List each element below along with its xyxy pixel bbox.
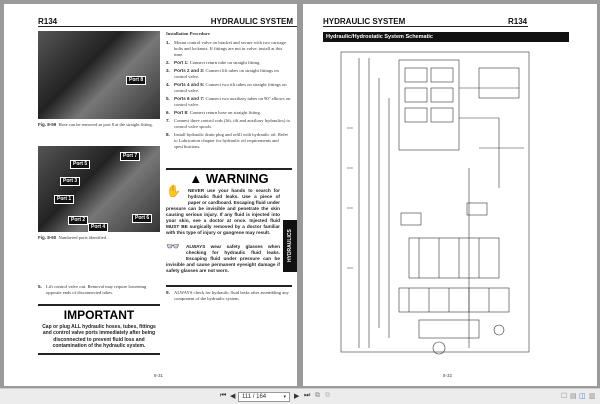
copy-icon[interactable]: ⧉ (315, 392, 320, 399)
two-page-view-icon[interactable]: ◫ (579, 393, 586, 400)
step-text (174, 68, 292, 80)
step-number: 2. (166, 60, 170, 65)
important-rule-top (38, 304, 160, 306)
warning-rule-bottom (166, 285, 292, 287)
fig-label: Fig. 8-59 (38, 122, 57, 127)
single-page-view-icon[interactable]: ☐ (561, 393, 568, 400)
step-9 (166, 290, 292, 304)
important-title: IMPORTANT (63, 308, 135, 322)
step-number: 9. (166, 290, 170, 295)
continuous-view-icon[interactable]: ▤ (570, 393, 577, 400)
step-text (174, 82, 292, 94)
paste-icon[interactable]: ⧉ (325, 392, 330, 399)
step-number: 3. (166, 68, 170, 73)
fig1-photo (38, 31, 160, 119)
two-page-continuous-view-icon[interactable]: ▥ (589, 393, 596, 400)
fig2-photo (38, 146, 160, 232)
next-page-button[interactable]: ▶ (294, 393, 300, 400)
procedure-step (166, 82, 292, 94)
step-text (174, 132, 292, 150)
photo-tag: Port 5 (70, 160, 90, 169)
page-number-input[interactable] (238, 392, 290, 402)
procedure-step (166, 60, 292, 66)
header-section: HYDRAULIC SYSTEM (210, 17, 293, 26)
dropdown-arrow-icon[interactable]: ▾ (283, 394, 286, 400)
hand-injury-icon: ✋ (166, 184, 181, 198)
step-body: Connect return hose on straight fitting. (188, 110, 261, 115)
step-bold: Ports 4 and 5: (174, 82, 205, 87)
step-bold: Ports 2 and 3: (174, 68, 205, 73)
first-page-button[interactable]: ⏮ (220, 392, 227, 399)
step-text: Lift control valve out. Removal may require loosening opposite ends of disconnected tubes. (46, 284, 147, 295)
fig-caption-text: Hose can be removed as port 8 at the straight fitting. (58, 122, 153, 127)
step-text (174, 60, 292, 66)
warning-text: NEVER use your hands to search for hydraulic fluid leaks. Use a piece of paper or cardboard. Escaping fluid under pressure can be invisible and penetrate the skin causing serious injury. If any fluid is injected into your skin, see a doctor at once. Injected fluid MUST BE surgically removed by a doctor familiar with this type of injury or gangrene may result. (166, 188, 280, 235)
step-number: 5. (166, 96, 170, 101)
step-bold: Port 8: (174, 110, 189, 115)
fig2-caption (38, 235, 160, 240)
step-number: 4. (166, 82, 170, 87)
step-bold: Port 1: (174, 60, 189, 65)
photo-tag: Port 4 (88, 223, 108, 232)
step-text (174, 118, 292, 130)
step-body: Connect three control rods (lift, tilt and auxiliary hydraulics) to control valve spools. (174, 118, 291, 129)
procedure-title: Installation Procedure (166, 31, 210, 36)
procedure-step (166, 68, 292, 80)
warning-triangle-icon: ▲ (189, 171, 203, 186)
photo-tag: Port 6 (132, 214, 152, 223)
step-number: 8. (166, 132, 170, 137)
hydraulic-schematic (339, 48, 554, 366)
important-text: Cap or plug ALL hydraulic hoses, tubes, fittings and control valve ports immediately after being disconnected to prevent fluid loss and contamination of the hydraulic system. (42, 324, 156, 350)
step-body: Connect two tilt tubes on straight fittings on control valve. (174, 82, 287, 93)
left-page (4, 4, 297, 386)
step-text (174, 96, 292, 108)
warning-rule-top (166, 168, 292, 170)
step-number: 6. (166, 110, 170, 115)
warning-text: ALWAYS wear safety glasses when checking for hydraulic fluid leaks. Escaping fluid under pressure can be invisible and cause permanent eyesight damage if safety glasses are not worn. (166, 244, 280, 273)
header-section: HYDRAULIC SYSTEM (323, 17, 406, 26)
header-model: R134 (38, 17, 58, 26)
important-rule-bottom (38, 353, 160, 355)
header-rule (38, 26, 297, 27)
step-number: 1. (166, 40, 170, 45)
side-tab: HYDRAULICS (283, 220, 297, 272)
right-page (303, 4, 597, 386)
step-text (174, 40, 292, 58)
step-number: 5. (38, 284, 42, 289)
fig-label: Fig. 8-60 (38, 235, 57, 240)
page-number: 8-32 (443, 373, 453, 378)
step-number: 7. (166, 118, 170, 123)
photo-tag: Port 3 (60, 177, 80, 186)
photo-tag: Port 1 (54, 195, 74, 204)
page-indicator: 111 / 164 (242, 394, 267, 400)
procedure-step (166, 40, 292, 58)
photo-tag: Port 8 (126, 76, 146, 85)
warning-heading (166, 171, 292, 186)
warning-text-2 (166, 241, 280, 274)
procedure-step (166, 96, 292, 108)
step-body: Connect two auxiliary tubes on 90° elbows on control valve. (174, 96, 291, 107)
viewer-toolbar (0, 388, 600, 404)
step-text (174, 110, 292, 116)
warning-text-1 (166, 184, 280, 236)
step-body: Install hydraulic drain plug and refill with hydraulic oil. Refer to Lubrication chapter for hydraulic oil requirements and specifications. (174, 132, 289, 149)
fig-caption-text: Numbered ports identified. (58, 235, 108, 240)
step-body: Connect return tube on straight fitting. (188, 60, 261, 65)
procedure-step (166, 118, 292, 130)
header-model: R134 (508, 17, 528, 26)
procedure-step (166, 132, 292, 150)
photo-tag: Port 2 (68, 216, 88, 225)
installation-procedure (166, 31, 292, 152)
removal-step-5 (38, 284, 160, 298)
procedure-step (166, 110, 292, 116)
step-bold: Ports 6 and 7: (174, 96, 205, 101)
step-body: Mount control valve on bracket and secure with two carriage bolts and locknuts. If fittings are not in valve, install at this time. (174, 40, 286, 57)
previous-page-button[interactable]: ◀ (230, 393, 236, 400)
section-title-bar: Hydraulic/Hydrostatic System Schematic (323, 32, 569, 42)
safety-glasses-icon: 👓 (166, 241, 180, 253)
fig1-caption (38, 122, 160, 127)
last-page-button[interactable]: ⏭ (304, 392, 311, 399)
header-rule (323, 26, 528, 27)
step-body: Connect lift tubes on straight fittings on control valve. (174, 68, 279, 79)
step-text: ALWAYS check for hydraulic fluid leaks after assembling any component of the hydraulic system. (174, 290, 289, 301)
page-number: 8-31 (154, 373, 164, 378)
warning-title: WARNING (205, 171, 269, 186)
photo-tag: Port 7 (120, 152, 140, 161)
